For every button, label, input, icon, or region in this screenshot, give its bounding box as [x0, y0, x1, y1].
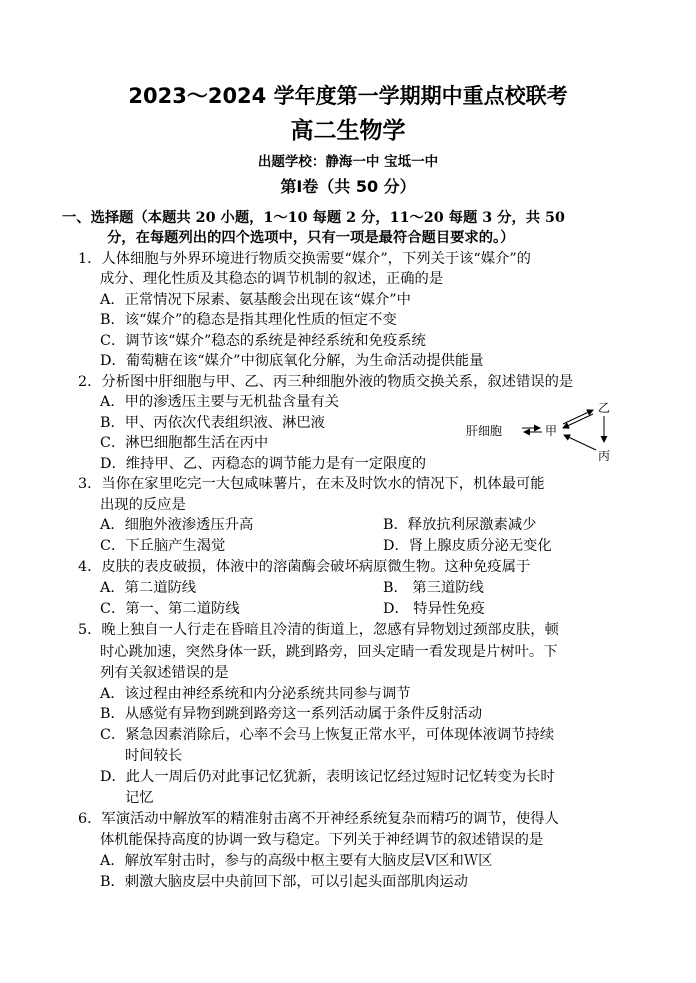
q6-stem-line1: 6．军演活动中解放军的精准射击离不开神经系统复杂而精巧的调节，使得人 [78, 811, 559, 827]
q6-option-b: B．刺激大脑皮层中央前回下部，可以引起头面部肌肉运动 [100, 874, 468, 890]
diagram-label-liver: 肝细胞 [466, 424, 503, 438]
q1-option-b: B．该“媒介”的稳态是指其理化性质的恒定不变 [100, 312, 397, 328]
q2-stem: 2．分析图中肝细胞与甲、乙、丙三种细胞外液的物质交换关系，叙述错误的是 [78, 374, 574, 390]
q2-option-d: D．维持甲、乙、丙稳态的调节能力是有一定限度的 [100, 456, 426, 472]
q2-option-c: C．淋巴细胞都生活在丙中 [100, 435, 269, 451]
q1-option-a: A．正常情况下尿素、氨基酸会出现在该“媒介”中 [100, 292, 411, 308]
q4-option-c: C．第一、第二道防线 [100, 601, 240, 617]
q3-stem-line1: 3．当你在家里吃完一大包咸味薯片，在未及时饮水的情况下，机体最可能 [78, 476, 545, 492]
diagram-label-jia: 甲 [545, 424, 558, 438]
exam-title: 2023～2024 学年度第一学期期中重点校联考 [128, 84, 568, 108]
q5-option-a: A．该过程由神经系统和内分泌系统共同参与调节 [100, 686, 411, 702]
q1-stem-line2: 成分、理化性质及其稳态的调节机制的叙述，正确的是 [100, 271, 444, 287]
arrow-jia-to-yi [563, 410, 593, 424]
q4-stem: 4．皮肤的表皮破损，体液中的溶菌酶会破坏病原微生物。这种免疫属于 [78, 559, 531, 575]
q6-option-a: A．解放军射击时，参与的高级中枢主要有大脑皮层Ⅴ区和Ｗ区 [100, 853, 493, 869]
arrow-bing-to-jia [564, 435, 596, 450]
q5-stem-line2: 时心跳加速，突然身体一跃，跳到路旁，回头定睛一看发现是片树叶。下 [100, 644, 558, 660]
section-instruction-line2: 分，在每题列出的四个选项中，只有一项是最符合题目要求的。） [107, 230, 515, 246]
q5-option-b: B．从感觉有异物到跳到路旁这一系列活动属于条件反射活动 [100, 706, 483, 722]
schools-line: 出题学校：静海一中 宝坻一中 [257, 154, 439, 170]
q5-stem-line3: 列有关叙述错误的是 [100, 665, 229, 681]
q3-stem-line2: 出现的反应是 [100, 497, 186, 513]
arrow-yi-to-jia [563, 414, 593, 428]
diagram-label-bing: 丙 [598, 449, 611, 463]
q2-option-b: B．甲、丙依次代表组织液、淋巴液 [100, 415, 325, 431]
section-instruction-line1: 一、选择题（本题共 20 小题，1～10 每题 2 分，11～20 每题 3 分，共 50 [62, 210, 565, 226]
q6-stem-line2: 体机能保持高度的协调一致与稳定。下列关于神经调节的叙述错误的是 [100, 832, 544, 848]
q1-stem-line1: 1．人体细胞与外界环境进行物质交换需要“媒介”，下列关于该“媒介”的 [78, 251, 531, 267]
part-heading: 第Ⅰ卷（共 50 分） [280, 177, 416, 196]
q4-option-a: A．第二道防线 [100, 580, 197, 596]
q3-option-c: C．下丘脑产生渴觉 [100, 538, 226, 554]
q2-option-a: A．甲的渗透压主要与无机盐含量有关 [100, 394, 340, 410]
q3-option-d: D．肾上腺皮质分泌无变化 [383, 538, 552, 554]
q5-option-d-line2: 记忆 [125, 790, 154, 806]
q5-option-d-line1: D．此人一周后仍对此事记忆犹新，表明该记忆经过短时记忆转变为长时 [100, 769, 555, 785]
q5-option-c-line1: C．紧急因素消除后，心率不会马上恢复正常水平，可体现体液调节持续 [100, 727, 555, 743]
q1-option-d: D．葡萄糖在该“媒介”中彻底氧化分解，为生命活动提供能量 [100, 353, 484, 369]
diagram-label-yi: 乙 [598, 401, 611, 415]
q4-option-b: B． 第三道防线 [383, 580, 484, 596]
subject-title: 高二生物学 [290, 118, 406, 144]
fluid-exchange-diagram [462, 398, 652, 464]
q5-option-c-line2: 时间较长 [125, 748, 183, 764]
q4-option-d: D． 特异性免疫 [383, 601, 485, 617]
q1-option-c: C．调节该“媒介”稳态的系统是神经系统和免疫系统 [100, 333, 426, 349]
q3-option-b: B．释放抗利尿激素减少 [383, 517, 537, 533]
q3-option-a: A．细胞外液渗透压升高 [100, 517, 254, 533]
q5-stem-line1: 5．晚上独自一人行走在昏暗且冷清的街道上，忽感有异物划过颈部皮肤，顿 [78, 622, 559, 638]
